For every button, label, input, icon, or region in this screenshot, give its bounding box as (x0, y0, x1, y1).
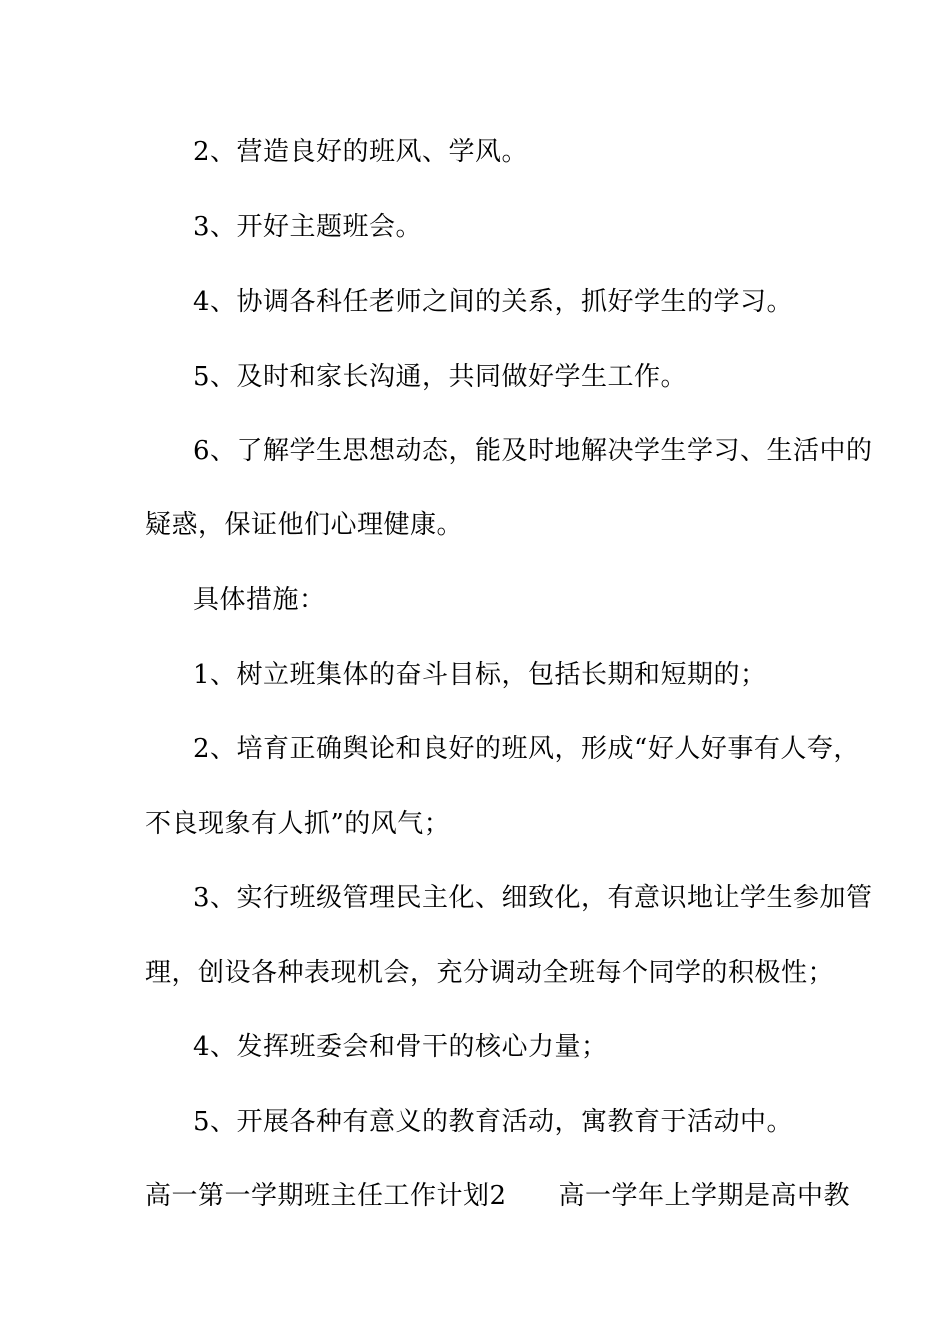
paragraph-line: 4、协调各科任老师之间的关系，抓好学生的学习。 (193, 287, 794, 317)
paragraph-line: 不良现象有人抓”的风气； (145, 809, 451, 839)
paragraph-line: 3、实行班级管理民主化、细致化，有意识地让学生参加管 (193, 883, 873, 913)
paragraph-line: 2、营造良好的班风、学风。 (193, 137, 529, 167)
paragraph-line: 5、开展各种有意义的教育活动，寓教育于活动中。 (193, 1107, 794, 1137)
paragraph-line: 2、培育正确舆论和良好的班风，形成“好人好事有人夸， (193, 734, 860, 764)
paragraph-line: 5、及时和家长沟通，共同做好学生工作。 (193, 362, 688, 392)
document-title: 高一第一学期班主任工作计划2 (145, 1181, 507, 1211)
paragraph-line: 6、了解学生思想动态，能及时地解决学生学习、生活中的 (193, 436, 873, 466)
paragraph-line: 1、树立班集体的奋斗目标，包括长期和短期的； (193, 660, 767, 690)
paragraph-continuation: 高一学年上学期是高中教 (558, 1181, 851, 1211)
document-title-line (145, 1179, 851, 1213)
paragraph-line: 4、发挥班委会和骨干的核心力量； (193, 1032, 608, 1062)
section-heading: 具体措施： (193, 585, 326, 615)
paragraph-line: 疑惑，保证他们心理健康。 (145, 510, 464, 540)
paragraph-line: 理，创设各种表现机会，充分调动全班每个同学的积极性； (145, 958, 835, 988)
paragraph-line: 3、开好主题班会。 (193, 212, 423, 242)
